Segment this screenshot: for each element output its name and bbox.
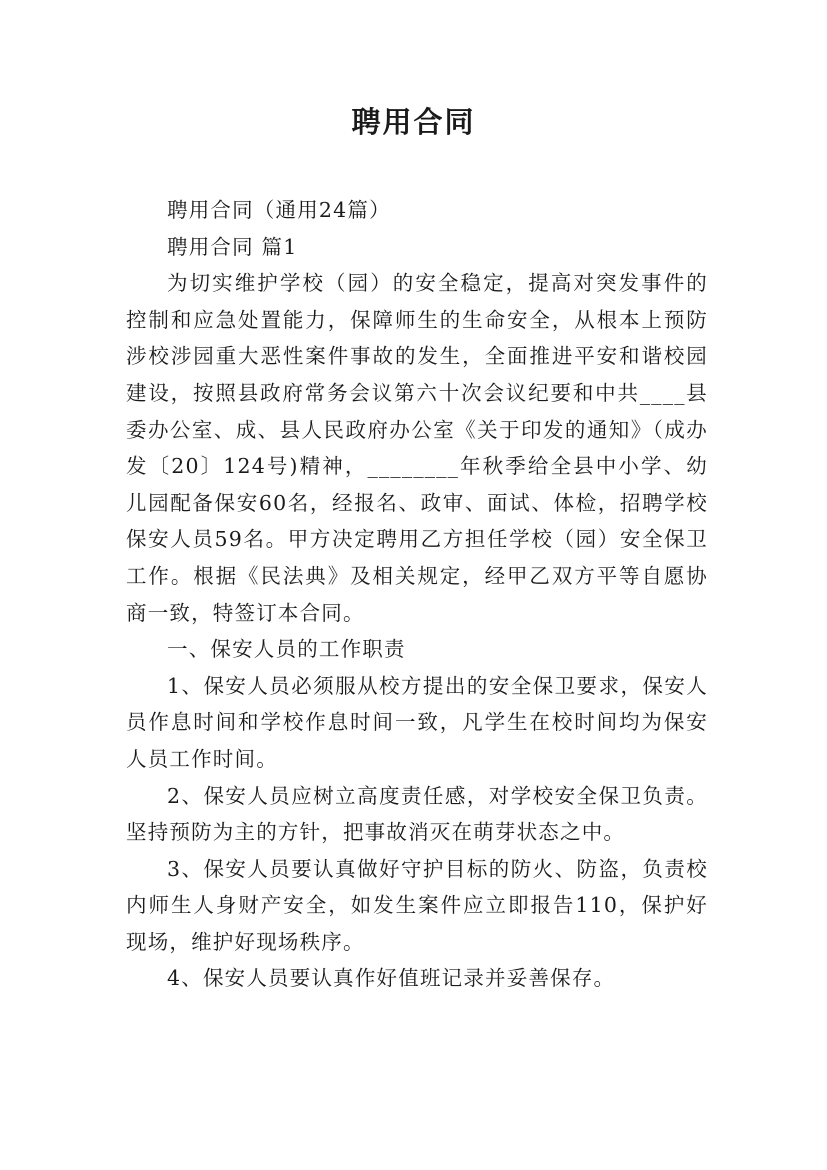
paragraph-duties-heading: 一、保安人员的工作职责 — [167, 637, 406, 662]
paragraph-duty-1: 1、保安人员必须服从校方提出的安全保卫要求，保安人员作息时间和学校作息时间一致，凡学生在校时间均为保安人员工作时间。 — [126, 673, 708, 771]
paragraph-intro: 为切实维护学校（园）的安全稳定，提高对突发事件的控制和应急处置能力，保障师生的生命安全，从根本上预防涉校涉园重大恶性案件事故的发生，全面推进平安和谐校园建设，按照县政府常务会议第六十次会议纪要和中共____县委办公室、成、县人民政府办公室《关于印发的通知》（成办发〔20〕124号)精神，________年秋季给全县中小学、幼儿园配备保安60名，经报名、政审、面试、体检，招聘学校保安人员59名。甲方决定聘用乙方担任学校（园）安全保卫工作。根据《民法典》及相关规定，经甲乙双方平等自愿协商一致，特签订本合同。 — [126, 271, 708, 625]
paragraph-duty-3: 3、保安人员要认真做好守护目标的防火、防盗，负责校内师生人身财产安全，如发生案件应立即报告110，保护好现场，维护好现场秩序。 — [126, 856, 708, 954]
paragraph-section-heading: 聘用合同 篇1 — [167, 234, 298, 259]
paragraph-duty-4: 4、保安人员要认真作好值班记录并妥善保存。 — [167, 966, 616, 991]
document-title: 聘用合同 — [351, 105, 476, 139]
document-body — [126, 192, 708, 997]
paragraph-duty-2: 2、保安人员应树立高度责任感，对学校安全保卫负责。坚持预防为主的方针，把事故消灭在萌芽状态之中。 — [126, 783, 708, 845]
paragraph-subtitle: 聘用合同（通用24篇） — [167, 198, 391, 222]
